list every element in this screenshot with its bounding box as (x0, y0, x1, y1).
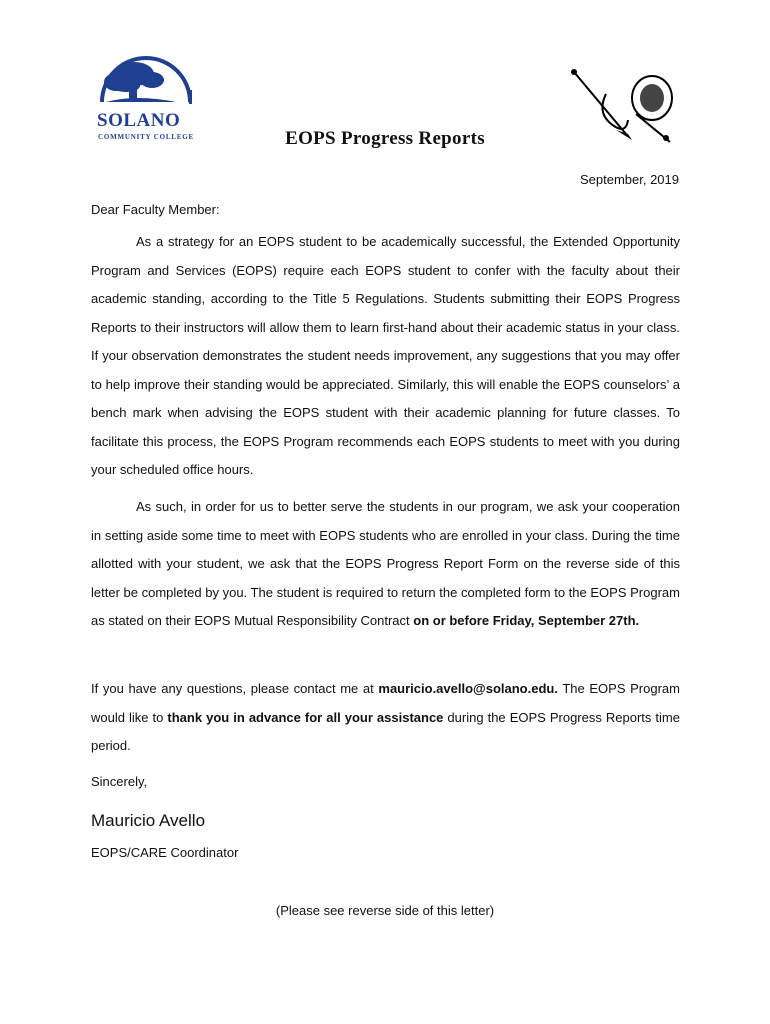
paragraph-3-a: If you have any questions, please contact me at (91, 681, 379, 696)
paragraph-2 (91, 493, 680, 636)
signature-role: EOPS/CARE Coordinator (91, 845, 239, 860)
signature-name: Mauricio Avello (91, 811, 206, 830)
salutation: Dear Faculty Member: (91, 202, 220, 217)
letter-date: September, 2019 (579, 172, 679, 187)
paragraph-3-b: The EOPS Program would like to (91, 681, 680, 725)
reverse-side-note: (Please see reverse side of this letter) (275, 903, 495, 918)
contact-email: mauricio.avello@solano.edu. (378, 681, 558, 696)
college-name: SOLANO (97, 110, 181, 131)
thanks-text: thank you in advance for all your assistance (167, 709, 444, 725)
paragraph-1: As a strategy for an EOPS student to be academically successful, the Extended Opportunity Program and Services (EOPS) require each EOPS student to confer with the faculty about their academic standing, according to the Title 5 Regulations. Students submitting their EOPS Progress Reports to their instructors will allow them to learn first-hand about their academic status in your class. If your observation demonstrates the student needs improvement, any suggestions that you may offer to help improve their standing would be appreciated. Similarly, this will enable the EOPS counselors’ a bench mark when advising the EOPS student with their academic planning for future classes. To facilitate this process, the EOPS Program recommends each EOPS students to meet with you during your scheduled office hours. (91, 234, 680, 477)
page-title: EOPS Progress Reports (285, 128, 485, 149)
paragraph-2-text: As such, in order for us to better serve the students in our program, we ask your cooperation in setting aside some time to meet with EOPS students who are enrolled in your class. During the time allotted with your student, we ask that the EOPS Progress Report Form on the reverse side of this letter be completed by you. The student is required to return the completed form to the EOPS Program as stated on their EOPS Mutual Responsibility Contract (91, 499, 680, 628)
paragraph-3 (91, 675, 680, 761)
paragraph-2-deadline: on or before Friday, September 27th. (413, 613, 640, 628)
closing: Sincerely, (91, 774, 148, 789)
paragraph-3-c: during the EOPS Progress Reports time period. (91, 709, 680, 753)
college-subtitle: COMMUNITY COLLEGE (98, 133, 194, 141)
